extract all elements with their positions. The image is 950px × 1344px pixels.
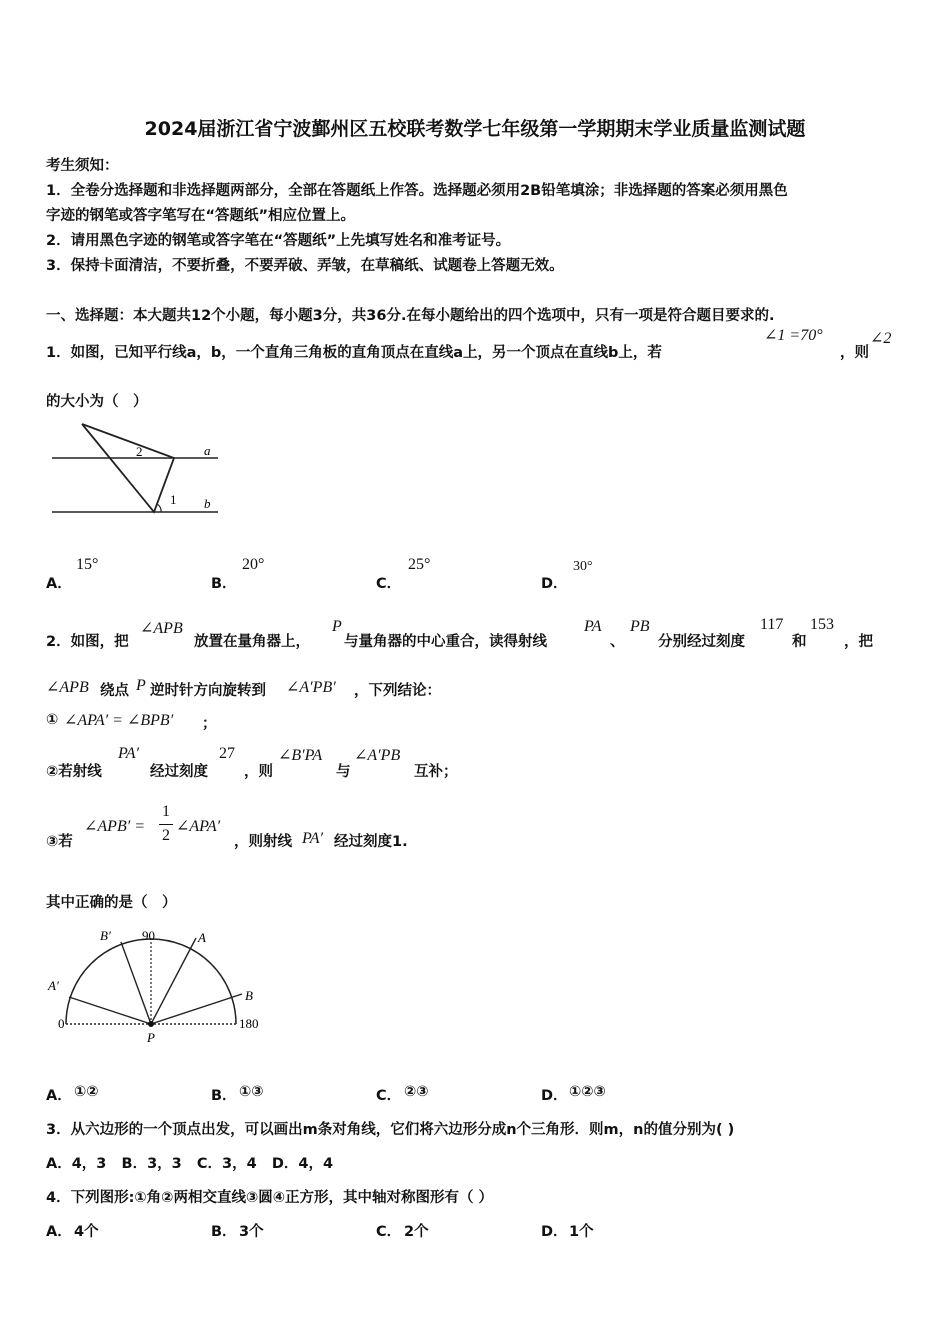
q2-statement-2-text-4: 互补； (414, 764, 458, 780)
label-1: 1 (170, 492, 177, 507)
q2-statement-2-text-1: 经过刻度 (150, 764, 208, 780)
q2-protractor-figure (46, 924, 276, 1050)
triangle-set-square (82, 424, 174, 512)
q2-option-b-value: ①③ (239, 1084, 264, 1100)
label-b-prime: B′ (100, 928, 111, 943)
angle-1-arc (157, 504, 161, 512)
q2-line2-math-apb: ∠APB (46, 679, 89, 696)
q2-line2-math-p: P (136, 677, 146, 694)
q2-option-d-letter: D． (541, 1088, 568, 1104)
q2-which-correct: 其中正确的是（ ） (46, 895, 177, 911)
q4-text: 4．下列图形:①角②两相交直线③圆④正方形，其中轴对称图形有（ ） (46, 1190, 494, 1206)
q2-statement-2-math-pa-prime: PA′ (118, 745, 139, 762)
label-180: 180 (239, 1016, 259, 1031)
q2-text-1: 2．如图，把 (46, 634, 129, 650)
q2-statement-3-frac-bar (159, 824, 173, 825)
q2-statement-3-math-apa-prime: ∠APA′ (176, 818, 221, 835)
q2-option-d-value: ①②③ (569, 1084, 606, 1100)
q2-option-c-letter: C． (376, 1088, 402, 1104)
q2-text-6: 和 (792, 634, 807, 650)
q2-statement-2-math-apb: ∠A′PB (354, 747, 401, 764)
center-point-p (148, 1021, 154, 1027)
q2-statement-1-math: ∠APA′ = ∠BPB′ (64, 712, 174, 729)
q1-option-b-value: 20° (242, 556, 265, 573)
q2-number-117: 117 (760, 616, 784, 633)
q4-option-c-value: 2个 (404, 1224, 429, 1240)
q2-statement-1-num: ① (46, 712, 59, 728)
notice-item-2: 2．请用黑色字迹的钢笔或答字笔在“答题纸”上先填写姓名和准考证号。 (46, 233, 511, 249)
q4-option-d-value: 1个 (569, 1224, 594, 1240)
q2-statement-2-number-27: 27 (219, 745, 235, 762)
q2-option-a-letter: A． (46, 1088, 72, 1104)
q3-options: A．4，3 B．3，3 C．3，4 D．4，4 (46, 1156, 334, 1172)
q2-math-apb: ∠APB (140, 620, 183, 637)
q1-text-a: 1．如图，已知平行线a，b，一个直角三角板的直角顶点在直线a上，另一个顶点在直线b上，若 (46, 345, 662, 361)
q4-option-d-letter: D． (541, 1224, 568, 1240)
q1-text-b: ，则 (840, 345, 869, 361)
q2-statement-2-text-3: 与 (336, 764, 351, 780)
q2-statement-3-frac-num: 1 (162, 803, 170, 820)
q1-text-c: 的大小为（ ） (46, 394, 148, 410)
q2-statement-3-math-apb-prime: ∠APB′ = (84, 818, 146, 835)
q1-option-d-letter: D． (541, 576, 568, 592)
label-b: b (204, 496, 211, 511)
q2-line2-text-2: 逆时针方向旋转到 (150, 683, 266, 699)
q2-statement-3-text-2: 经过刻度1. (334, 834, 408, 850)
label-a: a (204, 443, 211, 458)
page-title: 2024届浙江省宁波鄞州区五校联考数学七年级第一学期期末学业质量监测试题 (144, 118, 806, 140)
notice-item-1-line-2: 字迹的钢笔或答字笔写在“答题纸”相应位置上。 (46, 208, 356, 224)
q1-angle-2: ∠2 (870, 330, 892, 347)
q2-statement-2-start: ②若射线 (46, 764, 102, 780)
label-a-prime: A′ (48, 978, 59, 993)
q2-option-a-value: ①② (74, 1084, 99, 1100)
q2-statement-2-text-2: ，则 (244, 764, 273, 780)
q2-text-3: 与量角器的中心重合，读得射线 (344, 634, 547, 650)
label-90: 90 (142, 928, 155, 943)
q2-text-7: ，把 (844, 634, 873, 650)
q2-option-b-letter: B． (211, 1088, 237, 1104)
q1-option-c-value: 25° (408, 556, 431, 573)
q3-text: 3．从六边形的一个顶点出发，可以画出m条对角线，它们将六边形分成n个三角形．则m，n的值分别为( ) (46, 1122, 735, 1138)
ray-pa-prime (69, 997, 151, 1024)
notice-heading: 考生须知： (46, 158, 119, 174)
q2-math-p: P (332, 618, 342, 635)
ray-pb-prime (121, 942, 151, 1024)
q2-statement-2-math-bpa: ∠B′PA (278, 747, 323, 764)
q2-option-c-value: ②③ (404, 1084, 429, 1100)
notice-item-3: 3．保持卡面清洁，不要折叠，不要弄破、弄皱，在草稿纸、试题卷上答题无效。 (46, 258, 564, 274)
q2-text-4: 、 (610, 634, 625, 650)
q2-statement-1-end: ； (202, 716, 217, 732)
q1-figure (46, 418, 226, 518)
q1-option-c-letter: C． (376, 576, 402, 592)
section-1-heading: 一、选择题：本大题共12个小题，每小题3分，共36分.在每小题给出的四个选项中，只有一项是符合题目要求的. (46, 308, 775, 324)
q1-option-a-letter: A． (46, 576, 72, 592)
q4-option-a-value: 4个 (74, 1224, 99, 1240)
q2-math-pa: PA (584, 618, 602, 635)
label-a: A (198, 930, 206, 945)
label-2: 2 (136, 444, 143, 459)
q4-option-a-letter: A． (46, 1224, 72, 1240)
q4-option-b-value: 3个 (239, 1224, 264, 1240)
q1-option-a-value: 15° (76, 556, 99, 573)
q4-option-c-letter: C． (376, 1224, 402, 1240)
q2-math-pb: PB (630, 618, 650, 635)
q2-line2-text-3: ，下列结论： (354, 683, 441, 699)
q1-angle-1: ∠1 =70° (764, 327, 823, 344)
q1-option-d-value: 30° (573, 559, 593, 574)
q2-statement-3-start: ③若 (46, 834, 73, 850)
q2-line2-text-1: 绕点 (100, 683, 129, 699)
q2-statement-3-math-pa-prime: PA′ (302, 830, 323, 847)
q4-option-b-letter: B． (211, 1224, 237, 1240)
label-b: B (245, 988, 253, 1003)
q2-number-153: 153 (810, 616, 834, 633)
q2-line2-math-apb-prime: ∠A′PB′ (286, 679, 336, 696)
q2-statement-3-text-1: ，则射线 (234, 834, 292, 850)
label-p: P (147, 1030, 155, 1045)
q2-text-2: 放置在量角器上， (194, 634, 310, 650)
notice-item-1-line-1: 1．全卷分选择题和非选择题两部分，全部在答题纸上作答。选择题必须用2B铅笔填涂；非选择题的答案必须用黑色 (46, 183, 788, 199)
q2-statement-3-frac-den: 2 (162, 827, 170, 844)
q1-option-b-letter: B． (211, 576, 237, 592)
q2-text-5: 分别经过刻度 (658, 634, 745, 650)
label-0: 0 (58, 1016, 65, 1031)
